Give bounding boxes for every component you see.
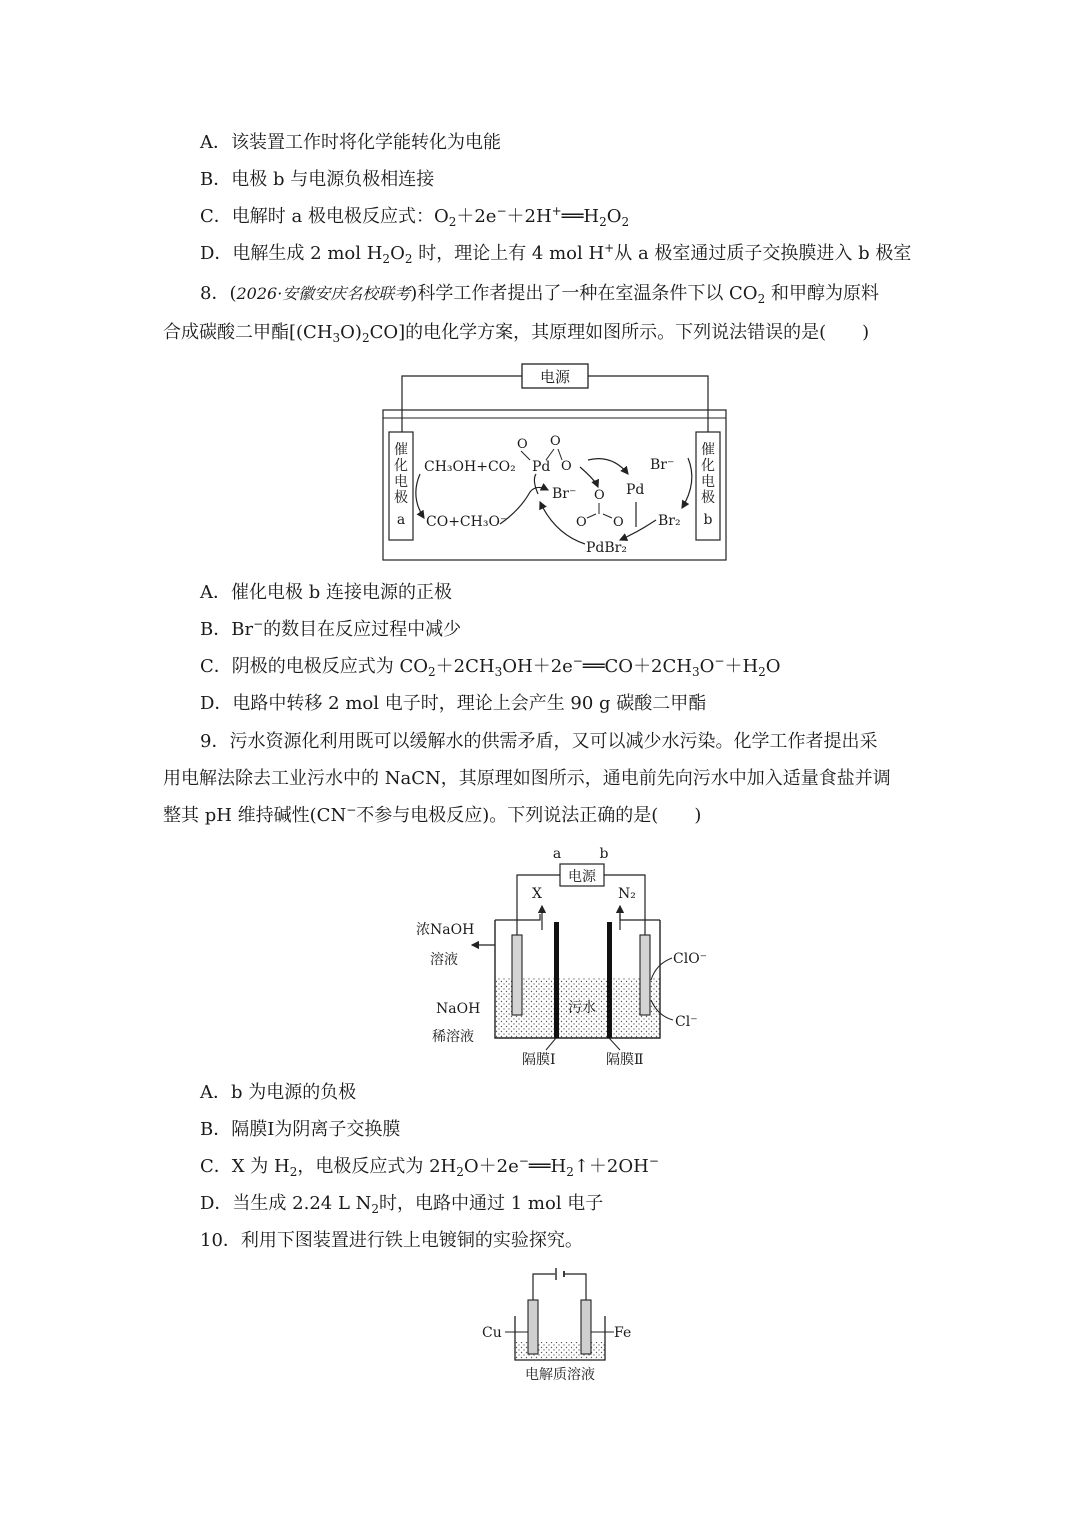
br-minus-middle: Br⁻ xyxy=(552,486,577,502)
svg-text:a: a xyxy=(396,512,406,528)
fe-label: Fe xyxy=(614,1325,632,1341)
svg-text:b: b xyxy=(703,512,713,528)
q7-option-b: B．电极 b 与电源负极相连接 xyxy=(200,169,435,190)
q9-figure xyxy=(410,840,720,1072)
q8-figure xyxy=(380,362,730,564)
cu-electrode xyxy=(528,1300,538,1354)
svg-text:O: O xyxy=(517,437,528,452)
svg-text:O: O xyxy=(550,434,561,449)
pd-atom: Pd xyxy=(626,482,645,498)
wastewater-label: 污水 xyxy=(568,1000,596,1016)
dilute-naoh-label: NaOH xyxy=(436,1001,481,1017)
power-label: 电源 xyxy=(539,368,571,386)
cu-label: Cu xyxy=(482,1325,502,1341)
svg-text:O: O xyxy=(561,459,572,474)
svg-text:O: O xyxy=(576,515,587,530)
svg-text:O: O xyxy=(594,488,605,503)
q8-option-b: B．Br−的数目在反应过程中减少 xyxy=(200,617,462,640)
br-minus-right: Br⁻ xyxy=(650,457,675,473)
q10-stem: 10．利用下图装置进行铁上电镀铜的实验探究。 xyxy=(200,1230,583,1251)
svg-text:电: 电 xyxy=(394,474,408,490)
q8-option-c: C．阴极的电极反应式为 $CO_2+2CH_3OH+2e^-══CO+2CH_3O^-+H_2O$ xyxy=(200,654,781,679)
q9-stem-line3: 整其 pH 维持碱性(CN−不参与电极反应)。下列说法正确的是( ) xyxy=(163,803,702,826)
dilute-naoh-label-2: 稀溶液 xyxy=(432,1029,474,1045)
svg-text:化: 化 xyxy=(394,458,408,474)
svg-text:极: 极 xyxy=(394,490,408,506)
pd-complex: Pd xyxy=(532,459,551,475)
br2-label: Br₂ xyxy=(658,513,681,529)
q9-option-c: C．X 为 $H_2$，电极反应式为 $2H_2O+2e^-══H_2↑+2OH^-$ xyxy=(200,1154,659,1179)
terminal-b: b xyxy=(599,846,609,862)
fe-electrode xyxy=(581,1300,591,1354)
svg-text:化: 化 xyxy=(701,458,715,474)
q9-option-b: B．隔膜Ⅰ为阴离子交换膜 xyxy=(200,1119,401,1140)
power-label-9: 电源 xyxy=(568,869,596,885)
clo-label: ClO⁻ xyxy=(673,951,708,967)
svg-text:电: 电 xyxy=(701,474,715,490)
q7-option-a: A．该装置工作时将化学能转化为电能 xyxy=(200,132,501,153)
q8-option-d: D．电路中转移 2 mol 电子时，理论上会产生 90 g 碳酸二甲酯 xyxy=(200,693,707,714)
q9-stem-line1: 9．污水资源化利用既可以缓解水的供需矛盾，又可以减少水污染。化学工作者提出采 xyxy=(200,731,878,752)
membrane-2 xyxy=(607,922,612,1038)
pdbr2-label: PdBr₂ xyxy=(586,540,627,556)
left-electrode xyxy=(512,935,522,1015)
electrolyte-label: 电解质溶液 xyxy=(525,1367,595,1383)
membrane-2-label: 隔膜Ⅱ xyxy=(606,1052,644,1068)
reactants-label: CH₃OH+CO₂ xyxy=(424,459,516,475)
q8-stem-line2: 合成碳酸二甲酯$[(CH_3O)_2CO]$的电化学方案，其原理如图所示。下列说法错误的是( ) xyxy=(163,322,870,345)
q8-source: 2026·安徽安庆名校联考 xyxy=(236,284,411,303)
q9-stem-line2: 用电解法除去工业污水中的 NaCN，其原理如图所示，通电前先向污水中加入适量食盐并调 xyxy=(163,768,891,789)
conc-naoh-label: 浓NaOH xyxy=(416,922,475,938)
q9-option-d: D．当生成 2.24 L $N_2$时，电路中通过 1 mol 电子 xyxy=(200,1193,604,1216)
q8-stem-line1: 8．(2026·安徽安庆名校联考)科学工作者提出了一种在室温条件下以 $CO_2$ 和甲醇为原料 xyxy=(200,283,879,306)
cell-container xyxy=(383,410,726,560)
svg-text:催: 催 xyxy=(701,442,715,458)
q8-option-a: A．催化电极 b 连接电源的正极 xyxy=(200,582,452,603)
gas-x: X xyxy=(532,886,542,902)
svg-text:催: 催 xyxy=(394,442,408,458)
q7-option-d: D．电解生成 2 mol $H_2O_2$ 时，理论上有 4 mol H+从 a 极室通过质子交换膜进入 b 极室 xyxy=(200,241,912,266)
svg-text:极: 极 xyxy=(701,490,715,506)
products-label: CO+CH₃O⁻ xyxy=(426,514,508,530)
q9-option-a: A．b 为电源的负极 xyxy=(200,1082,357,1103)
cl-label: Cl⁻ xyxy=(675,1014,698,1030)
membrane-1 xyxy=(554,922,559,1038)
gas-n2: N₂ xyxy=(618,886,636,902)
svg-text:O: O xyxy=(613,515,624,530)
q7-option-c: C．电解时 a 极电极反应式：$O_2+2e^-+2H^+══H_2O_2$ xyxy=(200,204,630,229)
terminal-a: a xyxy=(552,846,562,862)
membrane-1-label: 隔膜Ⅰ xyxy=(522,1052,556,1068)
conc-naoh-label-2: 溶液 xyxy=(430,952,458,968)
q10-figure xyxy=(480,1266,640,1384)
right-electrode xyxy=(640,935,650,1015)
